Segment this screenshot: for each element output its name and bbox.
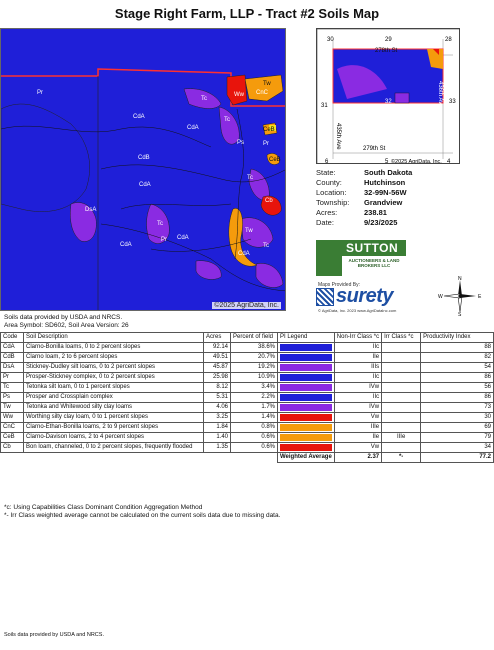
soil-label: Pr (37, 90, 43, 96)
area-symbol-caption: Area Symbol: SD602, Soil Area Version: 26 (4, 322, 129, 329)
cell-pi-legend (278, 403, 335, 413)
table-row (1, 383, 494, 393)
sutton-logo-mark (316, 240, 342, 276)
cell-percent: 19.2% (231, 363, 278, 373)
cell-irr-class (382, 403, 421, 413)
cell-percent: 1.7% (231, 403, 278, 413)
cell-productivity: 30 (421, 413, 494, 423)
soil-label: CdA (187, 125, 199, 131)
col-productivity: Productivity Index (421, 333, 494, 343)
cell-irr-class (382, 423, 421, 433)
section-number: 6 (325, 159, 329, 164)
cell-nonirr-class: IVw (334, 403, 381, 413)
compass-rose-icon (438, 276, 482, 316)
info-row-location: Location: 32-99N-56W (316, 188, 407, 197)
soil-region-blue (1, 29, 286, 311)
cell-pi-legend (278, 413, 335, 423)
cell-description: Bon loam, channeled, 0 to 2 percent slopes, frequently flooded (24, 443, 204, 453)
cell-description: Clarno loam, 2 to 6 percent slopes (24, 353, 204, 363)
table-row (1, 413, 494, 423)
note-aggregation: *c: Using Capabilities Class Dominant Condition Aggregation Method (4, 504, 203, 511)
col-percent: Percent of field (231, 333, 278, 343)
cell-nonirr-class: IIIs (334, 363, 381, 373)
cell-productivity: 69 (421, 423, 494, 433)
pi-legend-swatch (280, 414, 332, 421)
section-number: 33 (449, 99, 456, 105)
cell-nonirr-class: IIe (334, 433, 381, 443)
cell-pi-legend (278, 393, 335, 403)
soil-label: Tw (263, 81, 271, 87)
soil-label: CdA (133, 114, 145, 120)
footer-source-caption: Soils data provided by USDA and NRCS. (4, 632, 104, 638)
road-label: 279th St (363, 146, 386, 152)
table-row (1, 373, 494, 383)
pi-legend-swatch (280, 384, 332, 391)
soil-label: Tw (245, 228, 253, 234)
soil-label: Tc (263, 243, 269, 249)
cell-percent: 0.6% (231, 433, 278, 443)
pi-legend-swatch (280, 434, 332, 441)
compass-n: N (458, 276, 462, 282)
cell-acres: 5.31 (204, 393, 231, 403)
weighted-productivity: 77.2 (421, 453, 494, 463)
cell-pi-legend (278, 343, 335, 353)
surety-logo-footer: © AgriData, Inc. 2023 www.AgriDataInc.com (318, 308, 397, 313)
cell-irr-class (382, 343, 421, 353)
sutton-logo-subtitle: AUCTIONEERS & LAND BROKERS LLC (348, 258, 400, 268)
cell-productivity: 82 (421, 353, 494, 363)
cell-percent: 1.4% (231, 413, 278, 423)
cell-acres: 49.51 (204, 353, 231, 363)
section-number: 4 (447, 159, 451, 164)
table-row (1, 423, 494, 433)
cell-acres: 4.06 (204, 403, 231, 413)
cell-percent: 20.7% (231, 353, 278, 363)
info-row-date: Date: 9/23/2025 (316, 218, 398, 227)
empty-cell (1, 453, 24, 463)
soil-label: CdA (120, 242, 132, 248)
cell-acres: 1.35 (204, 443, 231, 453)
info-row-township: Township: Grandview (316, 198, 403, 207)
cell-code: Tc (1, 383, 24, 393)
empty-cell (204, 453, 231, 463)
pi-legend-swatch (280, 364, 332, 371)
maps-provided-by: Maps Provided By: (318, 282, 360, 288)
pi-legend-swatch (280, 444, 332, 451)
compass-s: S (458, 312, 462, 316)
cell-description: Tetonka silt loam, 0 to 1 percent slopes (24, 383, 204, 393)
cell-pi-legend (278, 433, 335, 443)
cell-code: CdA (1, 343, 24, 353)
surety-logo (316, 282, 426, 316)
cell-description: Tetonka and Whitewood silty clay loams (24, 403, 204, 413)
info-row-acres: Acres: 238.81 (316, 208, 387, 217)
empty-cell (231, 453, 278, 463)
pi-legend-swatch (280, 424, 332, 431)
soil-label: Ps (237, 140, 245, 146)
soil-label: CeB (263, 127, 275, 133)
cell-productivity: 79 (421, 433, 494, 443)
pi-legend-swatch (280, 354, 332, 361)
info-row-state: State: South Dakota (316, 168, 413, 177)
section-number: 32 (385, 99, 392, 105)
table-row (1, 433, 494, 443)
cell-acres: 25.98 (204, 373, 231, 383)
cell-description: Stickney-Dudley silt loams, 0 to 2 percent slopes (24, 363, 204, 373)
cell-acres: 45.87 (204, 363, 231, 373)
cell-nonirr-class: IIc (334, 373, 381, 383)
cell-code: DsA (1, 363, 24, 373)
cell-nonirr-class: IVw (334, 383, 381, 393)
cell-description: Worthing silty clay loam, 0 to 1 percent slopes (24, 413, 204, 423)
table-header-row (1, 333, 494, 343)
weighted-irr: *- (382, 453, 421, 463)
info-row-county: County: Hutchinson (316, 178, 406, 187)
note-irr-class: *- Irr Class weighted average cannot be calculated on the current soils data due to missing data. (4, 512, 281, 519)
cell-irr-class: IIIe (382, 433, 421, 443)
cell-acres: 92.14 (204, 343, 231, 353)
cell-irr-class (382, 443, 421, 453)
cell-percent: 10.9% (231, 373, 278, 383)
table-row (1, 393, 494, 403)
pi-legend-swatch (280, 374, 332, 381)
col-nonirr-class: Non-Irr Class *c (334, 333, 381, 343)
cell-code: CnC (1, 423, 24, 433)
cell-nonirr-class: IIe (334, 353, 381, 363)
soils-map[interactable] (0, 28, 286, 311)
col-irr-class: Irr Class *c (382, 333, 421, 343)
cell-nonirr-class: Vw (334, 413, 381, 423)
road-label: 436th Ave (437, 81, 443, 108)
cell-percent: 3.4% (231, 383, 278, 393)
soil-label: CdB (138, 155, 150, 161)
section-number: 31 (321, 103, 328, 109)
cell-irr-class (382, 413, 421, 423)
soil-label: CnC (256, 90, 269, 96)
table-row (1, 363, 494, 373)
cell-irr-class (382, 353, 421, 363)
sutton-logo (316, 240, 406, 280)
table-row (1, 403, 494, 413)
sutton-logo-name: SUTTON (342, 240, 406, 256)
weighted-nonirr: 2.37 (334, 453, 381, 463)
cell-code: Ps (1, 393, 24, 403)
cell-productivity: 34 (421, 443, 494, 453)
cell-pi-legend (278, 353, 335, 363)
map-copyright: ©2025 AgriData, Inc. (214, 302, 279, 309)
cell-productivity: 86 (421, 393, 494, 403)
cell-pi-legend (278, 423, 335, 433)
table-row (1, 443, 494, 453)
cell-code: Pr (1, 373, 24, 383)
cell-irr-class (382, 383, 421, 393)
soil-label: DsA (85, 207, 97, 213)
pi-legend-swatch (280, 404, 332, 411)
soils-map-canvas (1, 29, 286, 311)
soil-label: Tc (247, 175, 253, 181)
cell-productivity: 73 (421, 403, 494, 413)
col-code: Code (1, 333, 24, 343)
cell-pi-legend (278, 443, 335, 453)
road-label: 278th St (375, 48, 398, 54)
soils-table (0, 332, 494, 463)
section-number: 5 (385, 159, 389, 164)
cell-productivity: 54 (421, 363, 494, 373)
pi-legend-swatch (280, 344, 332, 351)
empty-cell (24, 453, 204, 463)
table-row (1, 343, 494, 353)
cell-description: Prosper and Crossplain complex (24, 393, 204, 403)
cell-irr-class (382, 373, 421, 383)
col-description: Soil Description (24, 333, 204, 343)
cell-percent: 38.6% (231, 343, 278, 353)
page-title: Stage Right Farm, LLP - Tract #2 Soils Map (114, 6, 380, 21)
cell-acres: 1.84 (204, 423, 231, 433)
cell-productivity: 56 (421, 383, 494, 393)
soil-label: Ww (234, 92, 244, 98)
cell-percent: 0.6% (231, 443, 278, 453)
compass-e: E (478, 294, 482, 300)
col-pi-legend: PI Legend (278, 333, 335, 343)
road-label: 435th Ave (335, 123, 341, 150)
section-number: 29 (385, 37, 392, 43)
cell-description: Clarno-Bonilla loams, 0 to 2 percent slopes (24, 343, 204, 353)
section-number: 28 (445, 37, 452, 43)
soil-label: CeB (269, 157, 281, 163)
soil-label: Pr (263, 141, 269, 147)
cell-pi-legend (278, 363, 335, 373)
section-number: 30 (327, 37, 334, 43)
soil-label: Tc (201, 96, 207, 102)
compass-w: W (438, 294, 443, 300)
cell-irr-class (382, 393, 421, 403)
cell-nonirr-class: IIIe (334, 423, 381, 433)
cell-percent: 0.8% (231, 423, 278, 433)
cell-acres: 3.25 (204, 413, 231, 423)
cell-code: CeB (1, 433, 24, 443)
cell-nonirr-class: IIc (334, 393, 381, 403)
locator-map-canvas (317, 29, 460, 164)
cell-acres: 8.12 (204, 383, 231, 393)
cell-nonirr-class: IIc (334, 343, 381, 353)
cell-code: Cb (1, 443, 24, 453)
soil-label: Pr (161, 237, 167, 243)
locator-map[interactable] (316, 28, 460, 164)
cell-description: Clarno-Davison loams, 2 to 4 percent slopes (24, 433, 204, 443)
surety-logo-mark (316, 288, 334, 306)
cell-description: Prosper-Stickney complex, 0 to 2 percent slopes (24, 373, 204, 383)
soil-label: Tc (157, 221, 163, 227)
cell-productivity: 86 (421, 373, 494, 383)
soil-label: Tc (224, 117, 230, 123)
weighted-average-label: Weighted Average (278, 453, 335, 463)
cell-acres: 1.40 (204, 433, 231, 443)
locator-copyright: ©2025 AgriData, Inc. (391, 159, 442, 164)
cell-code: CdB (1, 353, 24, 363)
cell-irr-class (382, 363, 421, 373)
cell-pi-legend (278, 373, 335, 383)
surety-logo-word: surety (336, 285, 394, 307)
cell-productivity: 88 (421, 343, 494, 353)
cell-code: Ww (1, 413, 24, 423)
soil-label: CdA (238, 251, 250, 257)
pi-legend-swatch (280, 394, 332, 401)
col-acres: Acres (204, 333, 231, 343)
table-row (1, 353, 494, 363)
cell-percent: 2.2% (231, 393, 278, 403)
cell-code: Tw (1, 403, 24, 413)
property-info (316, 168, 486, 228)
soil-label: CdA (177, 235, 189, 241)
soils-source-caption: Soils data provided by USDA and NRCS. (4, 314, 123, 321)
cell-nonirr-class: Vw (334, 443, 381, 453)
cell-description: Clarno-Ethan-Bonilla loams, 2 to 9 percent slopes (24, 423, 204, 433)
soil-label: Cb (265, 198, 273, 204)
weighted-average-row (1, 453, 494, 463)
soil-label: CdA (139, 182, 151, 188)
cell-pi-legend (278, 383, 335, 393)
